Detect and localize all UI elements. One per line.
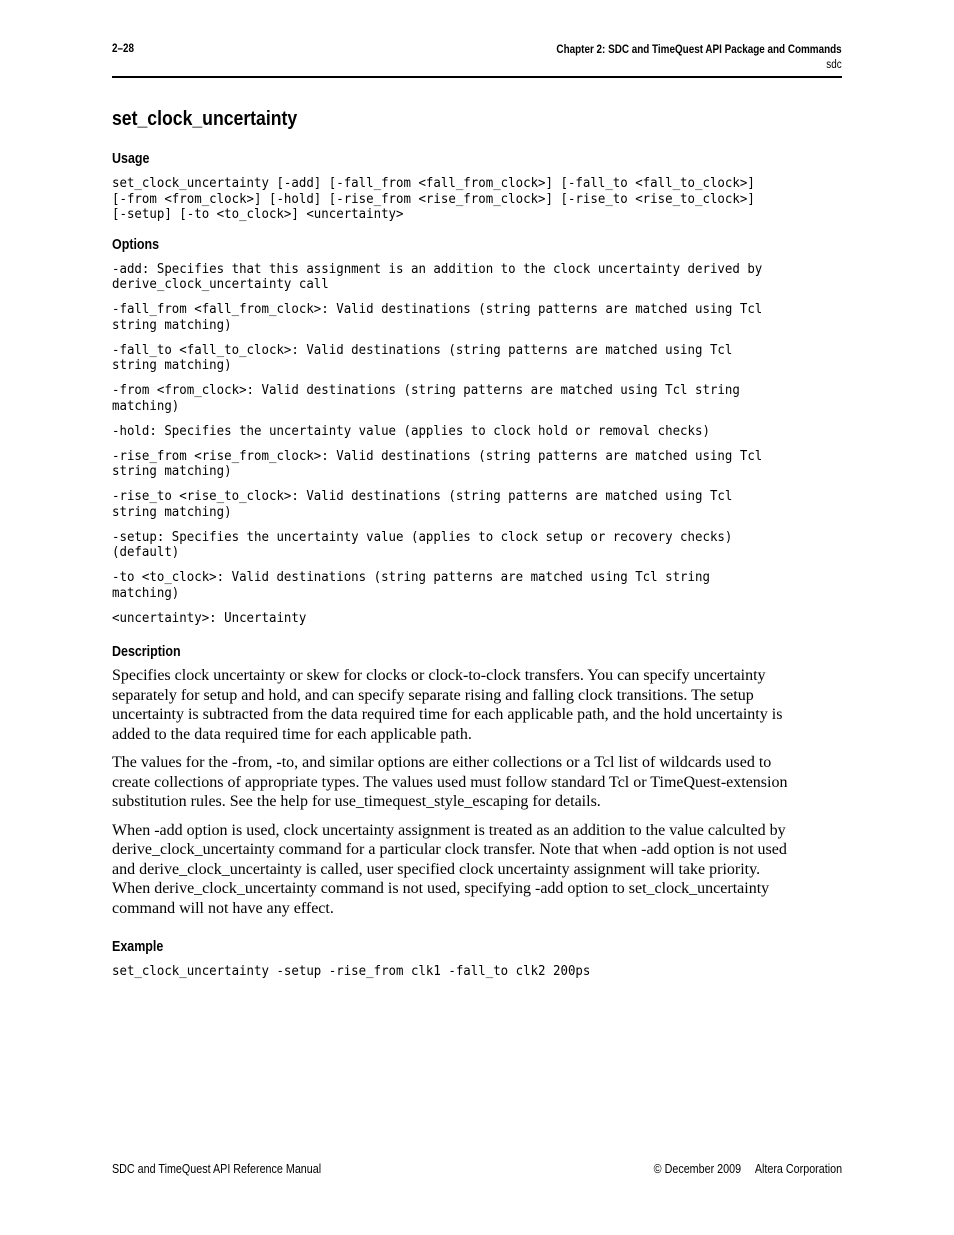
option-line: -fall_to <fall_to_clock>: Valid destinations (string patterns are matched using Tcl [112,342,733,358]
running-header [510,43,842,73]
description-line: Specifies clock uncertainty or skew for clocks or clock-to-clock transfers. You can specify uncertainty [112,667,766,684]
option-line: -to <to_clock>: Valid destinations (string patterns are matched using Tcl string [112,570,710,585]
option-line: matching) [112,585,180,601]
page-content [112,104,842,980]
example-code [112,964,842,980]
option-item [112,383,842,414]
option-line: -rise_to <rise_to_clock>: Valid destinations (string patterns are matched using Tcl [112,489,733,504]
option-line: string matching) [112,358,232,373]
option-line: <uncertainty>: Uncertainty [112,610,307,626]
footer-company: Altera Corporation [754,1162,842,1176]
options-list [112,262,842,627]
option-line: -rise_from <rise_from_clock>: Valid destinations (string patterns are matched using Tcl [112,448,763,464]
option-item [112,489,842,520]
example-heading: Example [112,939,164,955]
usage-line: [-from <from_clock>] [-hold] [-rise_from <rise_from_clock>] [-rise_to <rise_to_clock>] [112,191,755,207]
description-line: The values for the -from, -to, and similar options are either collections or a Tcl list of wildcards used to [112,754,772,771]
section-name: sdc [826,59,842,71]
footer-date: © December 2009 [653,1162,741,1176]
description-line: derive_clock_uncertainty command for a particular clock transfer. Note that when -add option is not used [112,841,787,858]
usage-line: set_clock_uncertainty [-add] [-fall_from <fall_from_clock>] [-fall_to <fall_to_clock>] [112,176,755,191]
description-body [112,666,842,918]
description-line: substitution rules. See the help for use_timequest_style_escaping for details. [112,793,601,810]
options-heading: Options [112,236,160,253]
description-line: command will not have any effect. [112,899,334,917]
option-item [112,343,842,374]
description-line: When derive_clock_uncertainty command is not used, specifying -add option to set_clock_uncertainty [112,880,770,897]
description-line: and derive_clock_uncertainty is called, user specified clock uncertainty assignment will take priority. [112,860,761,878]
option-item [112,302,842,333]
option-line: string matching) [112,317,232,333]
description-paragraph [112,753,842,812]
example-line: set_clock_uncertainty -setup -rise_from clk1 -fall_to clk2 200ps [112,964,591,979]
option-item [112,611,842,627]
option-item [112,570,842,601]
option-line: matching) [112,398,180,414]
description-paragraph [112,666,842,744]
option-item [112,449,842,480]
option-line: -from <from_clock>: Valid destinations (string patterns are matched using Tcl string [112,383,740,398]
option-item [112,424,842,440]
description-line: uncertainty is subtracted from the data required time for each applicable path, and the hold uncertainty is [112,706,783,723]
footer-manual-title: SDC and TimeQuest API Reference Manual [112,1162,322,1176]
option-line: -setup: Specifies the uncertainty value (applies to clock setup or recovery checks) [112,529,733,545]
description-line: added to the data required time for each applicable path. [112,725,472,743]
option-item [112,262,842,293]
chapter-title: Chapter 2: SDC and TimeQuest API Package and Commands [556,44,842,56]
page-number: 2–28 [112,43,135,55]
description-paragraph [112,821,842,919]
description-line: create collections of appropriate types. The values used must follow standard Tcl or TimeQuest-extension [112,773,788,791]
header-rule [112,76,842,78]
option-line: string matching) [112,464,232,479]
option-line: derive_clock_uncertainty call [112,277,329,292]
option-line: -fall_from <fall_from_clock>: Valid destinations (string patterns are matched using Tcl [112,302,763,317]
option-line: (default) [112,545,180,560]
option-line: string matching) [112,504,232,520]
option-line: -hold: Specifies the uncertainty value (applies to clock hold or removal checks) [112,423,710,439]
usage-line: [-setup] [-to <to_clock>] <uncertainty> [112,207,404,222]
footer-right [654,1162,842,1176]
option-item [112,530,842,561]
page-title: set_clock_uncertainty [112,107,298,130]
usage-heading: Usage [112,151,150,167]
description-line: When -add option is used, clock uncertainty assignment is treated as an addition to the value calculted by [112,821,786,839]
option-line: -add: Specifies that this assignment is an addition to the clock uncertainty derived by [112,261,763,277]
usage-code [112,176,842,223]
description-line: separately for setup and hold, and can specify separate rising and falling clock transitions. The setup [112,686,754,704]
description-heading: Description [112,644,181,660]
